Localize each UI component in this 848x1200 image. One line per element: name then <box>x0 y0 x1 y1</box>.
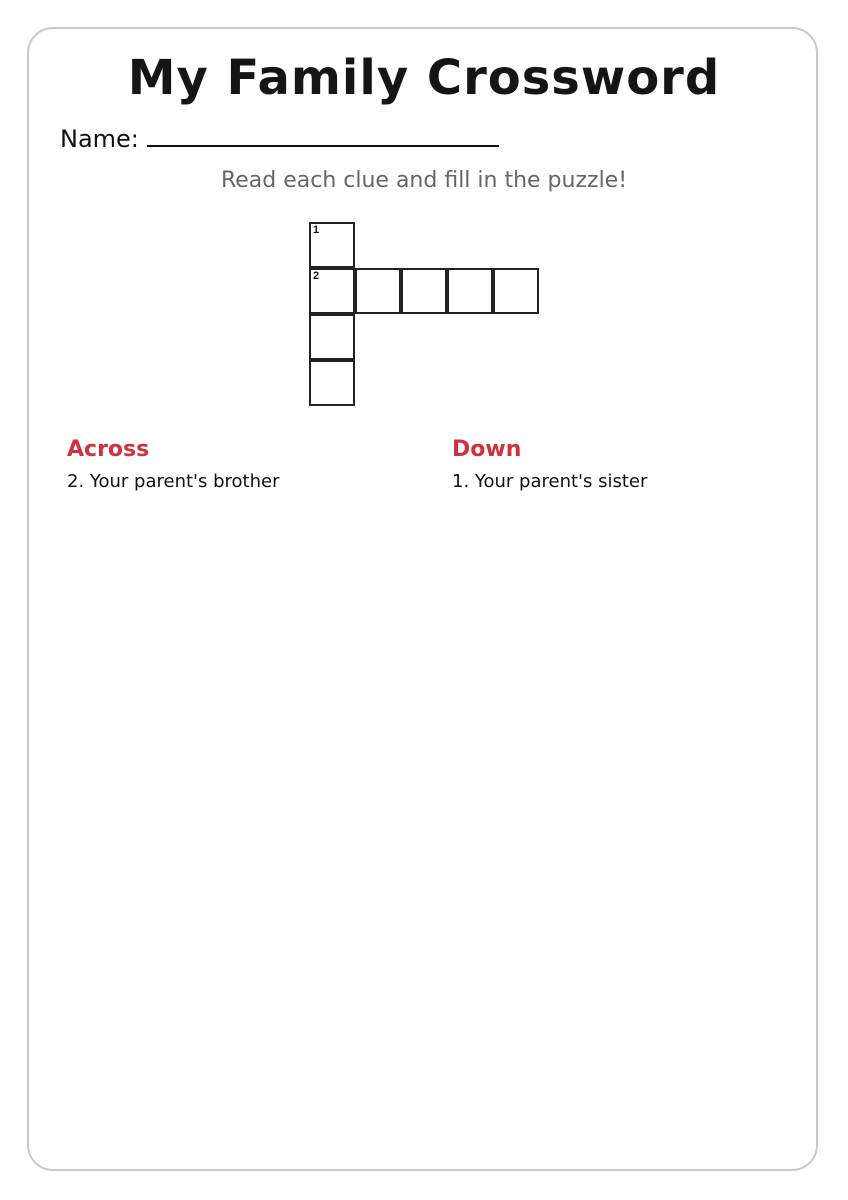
across-clue-list <box>67 469 279 495</box>
crossword-cell[interactable] <box>447 268 493 314</box>
name-blank-line[interactable] <box>147 145 499 147</box>
down-clue-list <box>452 469 647 495</box>
clue-number: 2 <box>313 270 320 282</box>
down-heading: Down <box>452 437 522 462</box>
crossword-cell[interactable] <box>309 268 355 314</box>
across-heading: Across <box>67 437 150 462</box>
clue-item: 1. Your parent's sister <box>452 471 648 492</box>
crossword-cell[interactable] <box>355 268 401 314</box>
crossword-cell[interactable] <box>401 268 447 314</box>
clue-number: 1 <box>313 224 320 236</box>
page-title: My Family Crossword <box>127 50 721 106</box>
crossword-cell[interactable] <box>309 222 355 268</box>
instructions-text: Read each clue and fill in the puzzle! <box>220 168 628 193</box>
across-clues <box>67 434 279 495</box>
crossword-cell[interactable] <box>309 314 355 360</box>
name-label: Name: <box>60 125 139 153</box>
down-clues <box>452 434 647 495</box>
clue-item: 2. Your parent's brother <box>67 471 280 492</box>
crossword-cell[interactable] <box>309 360 355 406</box>
name-field-row <box>60 119 499 153</box>
worksheet-border <box>27 27 818 1171</box>
crossword-cell[interactable] <box>493 268 539 314</box>
